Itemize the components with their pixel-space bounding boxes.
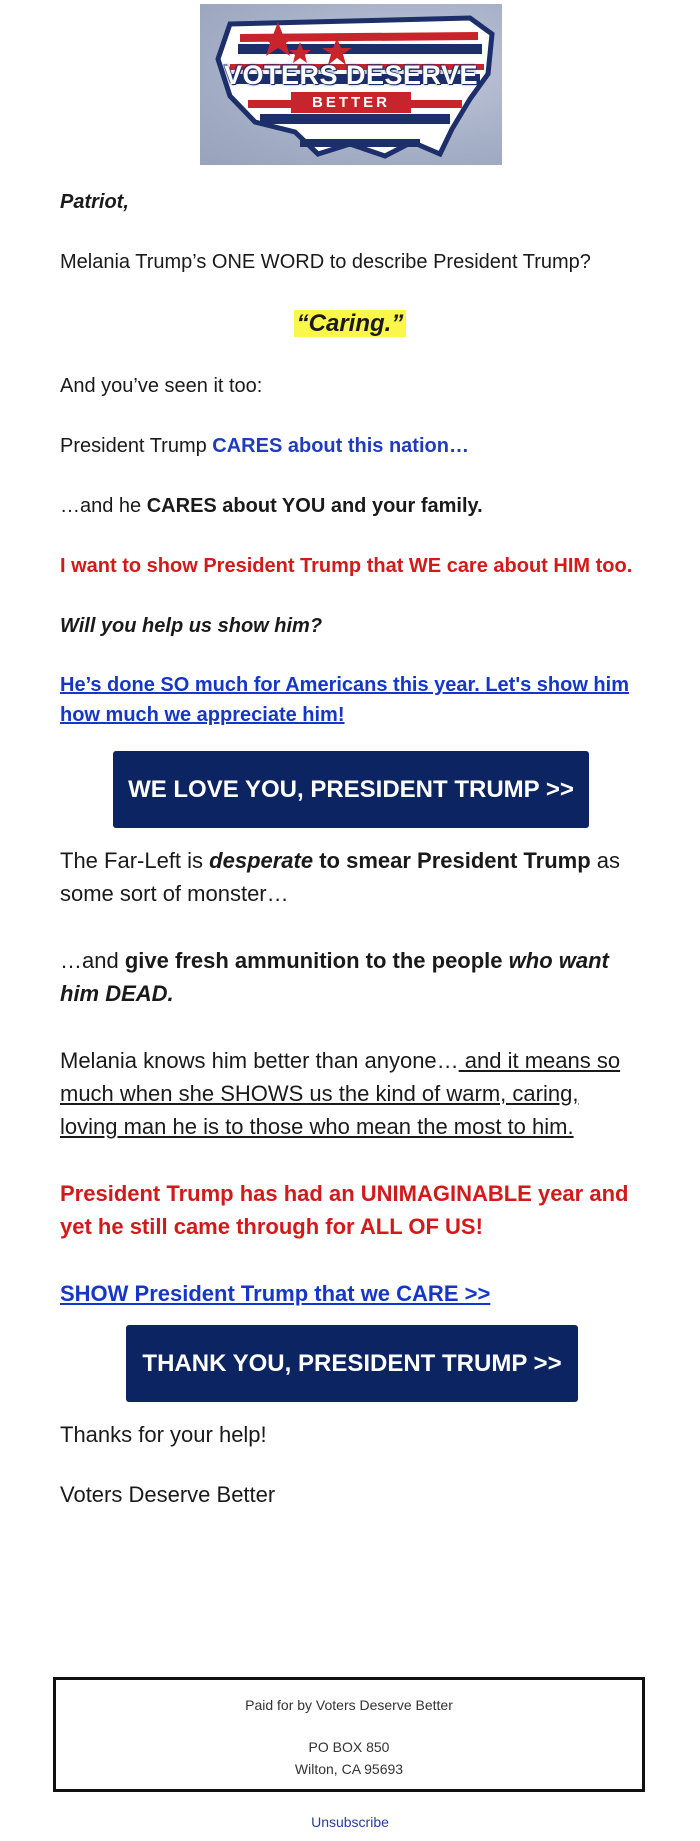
paid-for-by-text: Paid for by Voters Deserve Better [245, 1697, 453, 1713]
text-segment: …and [60, 948, 125, 973]
paragraph-one-word: Melania Trump’s ONE WORD to describe President Trump? [60, 251, 591, 273]
thank-you-button[interactable]: THANK YOU, PRESIDENT TRUMP >> [126, 1325, 578, 1402]
text-emphasis: desperate [209, 848, 314, 873]
salutation: Patriot, [60, 191, 129, 213]
logo-title: VOTERS DESERVE [223, 60, 479, 90]
paragraph-far-left [60, 844, 640, 910]
text-emphasis: CARES about YOU and your family. [146, 495, 483, 517]
text-segment: Melania knows him better than anyone… [60, 1048, 459, 1073]
caring-highlight: “Caring.” [294, 310, 407, 337]
paragraph-cares-nation [60, 430, 640, 463]
appreciate-him-link[interactable]: He’s done SO much for Americans this year. Let's show him how much we appreciate him! [60, 674, 629, 726]
text-emphasis: to smear [313, 848, 418, 873]
text-segment: President Trump [60, 435, 213, 457]
paragraph-ammunition [60, 944, 640, 1010]
paragraph-cares-you [60, 490, 640, 523]
text-segment: …and he [60, 495, 147, 517]
we-love-you-button[interactable]: WE LOVE YOU, PRESIDENT TRUMP >> [113, 751, 589, 828]
logo [200, 4, 502, 165]
signature: Voters Deserve Better [60, 1482, 276, 1507]
text-emphasis: give fresh ammunition to the people [124, 948, 509, 973]
paragraph-thanks: Thanks for your help! [60, 1422, 267, 1447]
text-segment: as some sort of monster… [60, 848, 620, 906]
unsubscribe-link[interactable]: Unsubscribe [311, 1814, 389, 1830]
city-text: Wilton, CA 95693 [294, 1761, 404, 1777]
paragraph-melania-knows [60, 1044, 640, 1143]
logo-subtitle: BETTER [291, 92, 411, 113]
show-we-care-link[interactable]: SHOW President Trump that we CARE >> [60, 1281, 491, 1306]
text-segment: The Far-Left is [60, 848, 210, 873]
text-emphasis: President Trump [417, 848, 591, 873]
text-emphasis: CARES about this nation… [212, 435, 469, 457]
paragraph-show-trump: I want to show President Trump that WE care about HIM too. [60, 555, 633, 577]
text-emphasis: who want him DEAD. [60, 948, 609, 1006]
caring-quote [60, 307, 640, 342]
paragraph-help-question: Will you help us show him? [60, 615, 323, 637]
text-underlined: and it means so much when she SHOWS us the kind of warm, caring, loving man he is to those who mean the most to him. [60, 1048, 621, 1139]
footer-disclaimer-box [53, 1677, 645, 1792]
po-box-text: PO BOX 850 [308, 1739, 390, 1755]
paragraph-unimaginable-year: President Trump has had an UNIMAGINABLE year and yet he still came through for ALL OF US! [60, 1181, 629, 1239]
paragraph-seen-it: And you’ve seen it too: [60, 375, 263, 397]
